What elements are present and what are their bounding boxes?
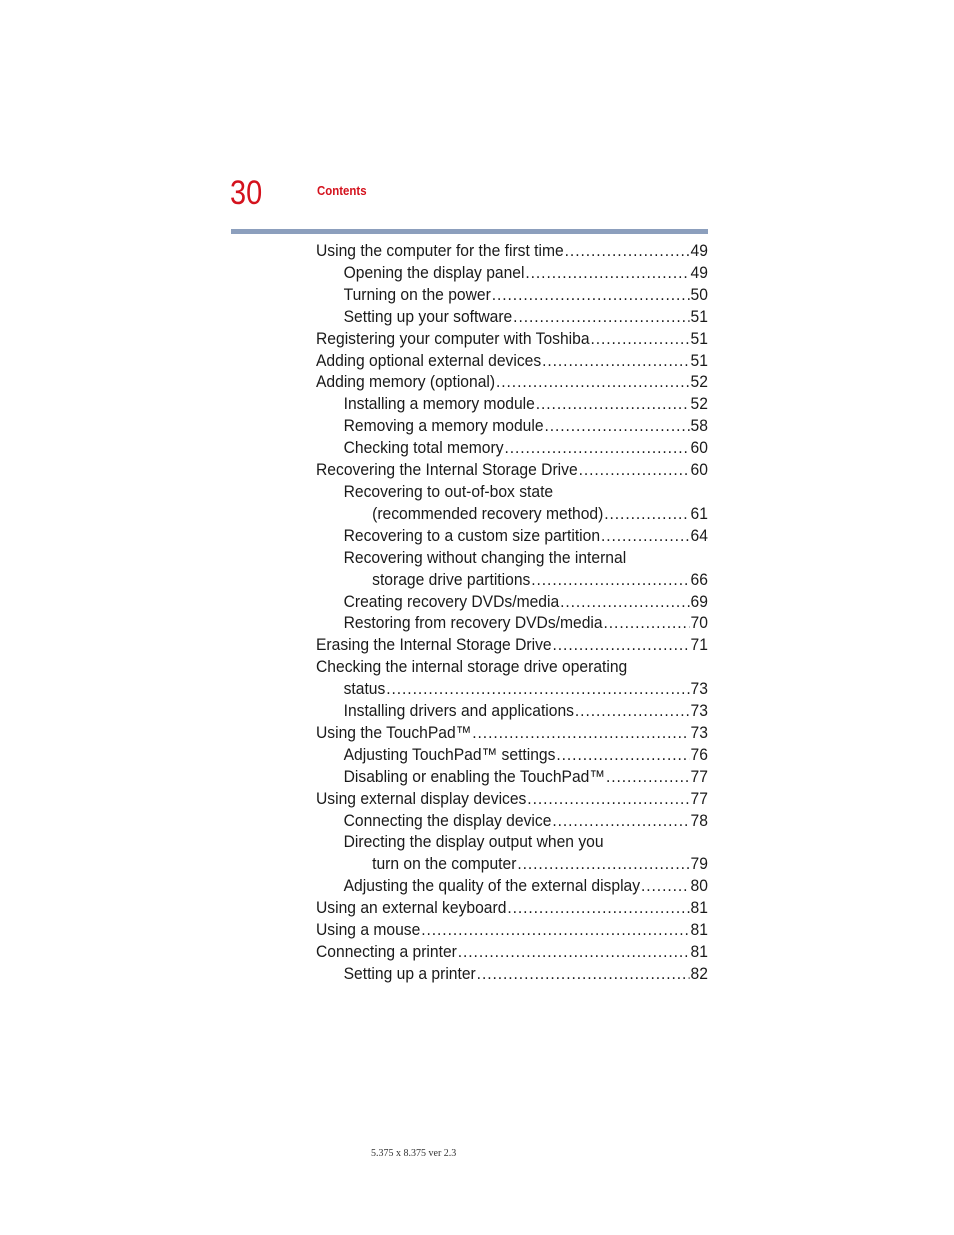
toc-entry-title: Adjusting the quality of the external display	[343, 876, 641, 896]
dot-leader	[492, 284, 690, 306]
toc-entry[interactable]	[316, 306, 708, 328]
toc-entry-title: Erasing the Internal Storage Drive	[316, 635, 552, 655]
toc-entry-page: 81	[690, 942, 708, 961]
toc-entry-page: 51	[690, 350, 708, 370]
dot-leader	[641, 875, 690, 897]
toc-entry-page: 77	[690, 788, 708, 808]
toc-entry-title: Turning on the power	[343, 284, 491, 304]
toc-entry[interactable]	[316, 371, 708, 393]
toc-entry-title: Using the TouchPad™	[316, 722, 472, 742]
toc-entry-page: 49	[690, 262, 708, 282]
toc-entry-title: Adding optional external devices	[316, 350, 542, 370]
dot-leader	[542, 350, 689, 372]
toc-entry-title-continued: storage drive partitions	[372, 569, 531, 589]
toc-entry-title: Recovering to out-of-box state	[343, 481, 554, 501]
toc-entry[interactable]	[316, 875, 708, 897]
toc-entry-title: Restoring from recovery DVDs/media	[343, 613, 603, 633]
toc-entry-page: 51	[690, 306, 708, 326]
toc-entry-page: 76	[690, 744, 708, 764]
toc-entry[interactable]	[316, 284, 708, 306]
toc-entry-page: 73	[690, 722, 708, 742]
toc-entry-page: 70	[690, 613, 708, 633]
toc-entry[interactable]	[316, 612, 708, 634]
toc-entry[interactable]	[316, 766, 708, 788]
toc-entry-title: Creating recovery DVDs/media	[343, 591, 560, 611]
toc-entry-page: 61	[690, 503, 708, 523]
toc-entry-page: 78	[690, 810, 708, 830]
dot-leader	[458, 941, 690, 963]
toc-entry[interactable]	[316, 459, 708, 481]
dot-leader	[565, 240, 690, 262]
toc-entry-page: 52	[690, 394, 708, 414]
page-number: 30	[230, 174, 263, 212]
dot-leader	[513, 306, 689, 328]
toc-entry-title: Checking the internal storage drive operating	[316, 657, 628, 677]
dot-leader	[527, 788, 689, 810]
dot-leader	[531, 569, 689, 591]
dot-leader	[579, 459, 690, 481]
dot-leader	[560, 591, 690, 613]
toc-entry-page: 69	[690, 591, 708, 611]
toc-entry-page: 79	[690, 854, 708, 874]
dot-leader	[553, 634, 690, 656]
toc-entry-title: Using a mouse	[316, 920, 421, 940]
footer-trim-note: 5.375 x 8.375 ver 2.3	[371, 1148, 457, 1159]
toc-entry-title: Recovering to a custom size partition	[343, 525, 601, 545]
toc-entry[interactable]	[316, 722, 708, 744]
toc-entry-page: 82	[690, 963, 708, 983]
toc-entry-title: Using external display devices	[316, 788, 527, 808]
toc-entry-page: 58	[690, 416, 708, 436]
toc-entry-title: Installing drivers and applications	[343, 701, 574, 721]
toc-entry[interactable]	[316, 437, 708, 459]
dot-leader	[507, 897, 689, 919]
toc-entry[interactable]	[316, 350, 708, 372]
toc-entry[interactable]	[316, 393, 708, 415]
dot-leader	[536, 393, 690, 415]
toc-entry-title-continued: (recommended recovery method)	[372, 503, 604, 523]
toc-entry-page: 81	[690, 920, 708, 940]
dot-leader	[386, 678, 689, 700]
toc-entry-title: Recovering the Internal Storage Drive	[316, 460, 578, 480]
toc-entry[interactable]	[316, 240, 708, 262]
toc-entry-page: 80	[690, 876, 708, 896]
toc-entry-title: Removing a memory module	[343, 416, 544, 436]
toc-entry-title: Registering your computer with Toshiba	[316, 328, 590, 348]
toc-entry-page: 51	[690, 328, 708, 348]
toc-entry-page: 52	[690, 372, 708, 392]
toc-entry[interactable]	[316, 547, 708, 591]
toc-entry-page: 64	[690, 525, 708, 545]
header-rule	[231, 229, 708, 234]
toc-entry-title: Adjusting TouchPad™ settings	[343, 744, 556, 764]
dot-leader	[552, 810, 689, 832]
dot-leader	[421, 919, 689, 941]
dot-leader	[601, 525, 690, 547]
toc-entry-title: Recovering without changing the internal	[343, 547, 627, 567]
toc-entry-title: Setting up a printer	[343, 963, 476, 983]
toc-entry-title: Setting up your software	[343, 306, 513, 326]
toc-entry[interactable]	[316, 700, 708, 722]
toc-entry-title: Installing a memory module	[343, 394, 535, 414]
toc-entry-page: 60	[690, 460, 708, 480]
toc-entry-title: Directing the display output when you	[343, 832, 604, 852]
dot-leader	[517, 853, 689, 875]
toc-entry[interactable]	[316, 262, 708, 284]
dot-leader	[504, 437, 689, 459]
toc-entry-title: Using the computer for the first time	[316, 241, 564, 260]
dot-leader	[472, 722, 689, 744]
toc-entry-title-continued: turn on the computer	[372, 854, 517, 874]
toc-entry[interactable]	[316, 941, 708, 963]
toc-entry[interactable]	[316, 415, 708, 437]
toc-entry-page: 71	[690, 635, 708, 655]
toc-entry-title-continued: status	[343, 679, 386, 699]
toc-entry[interactable]	[316, 919, 708, 941]
toc-entry[interactable]	[316, 963, 708, 985]
running-head: Contents	[317, 183, 367, 198]
toc-entry[interactable]	[316, 897, 708, 919]
toc-entry-page: 49	[690, 241, 708, 260]
toc-entry-title: Checking total memory	[343, 438, 504, 458]
toc-entry-title: Connecting the display device	[343, 810, 552, 830]
dot-leader	[477, 963, 690, 985]
dot-leader	[575, 700, 690, 722]
toc-entry[interactable]	[316, 656, 708, 700]
toc-entry-title: Connecting a printer	[316, 942, 457, 961]
toc-entry[interactable]	[316, 831, 708, 875]
toc-entry[interactable]	[316, 328, 708, 350]
dot-leader	[604, 612, 690, 634]
toc-entry-title: Adding memory (optional)	[316, 372, 496, 392]
toc-entry-title: Disabling or enabling the TouchPad™	[343, 766, 606, 786]
toc-entry-title: Using an external keyboard	[316, 898, 507, 918]
toc-entry-title: Opening the display panel	[343, 262, 525, 282]
table-of-contents	[316, 240, 708, 985]
toc-entry-page: 60	[690, 438, 708, 458]
toc-entry[interactable]	[316, 744, 708, 766]
dot-leader	[496, 371, 690, 393]
dot-leader	[525, 262, 689, 284]
toc-entry-page: 73	[690, 701, 708, 721]
toc-entry-page: 50	[690, 284, 708, 304]
toc-entry[interactable]	[316, 810, 708, 832]
dot-leader	[544, 415, 689, 437]
toc-entry-page: 77	[690, 766, 708, 786]
toc-entry-page: 73	[690, 679, 708, 699]
toc-entry[interactable]	[316, 525, 708, 547]
toc-entry[interactable]	[316, 788, 708, 810]
toc-entry[interactable]	[316, 591, 708, 613]
toc-entry[interactable]	[316, 481, 708, 525]
dot-leader	[604, 503, 689, 525]
toc-entry[interactable]	[316, 634, 708, 656]
toc-entry-page: 66	[690, 569, 708, 589]
toc-entry-page: 81	[690, 898, 708, 918]
dot-leader	[606, 766, 690, 788]
dot-leader	[556, 744, 689, 766]
dot-leader	[590, 328, 689, 350]
